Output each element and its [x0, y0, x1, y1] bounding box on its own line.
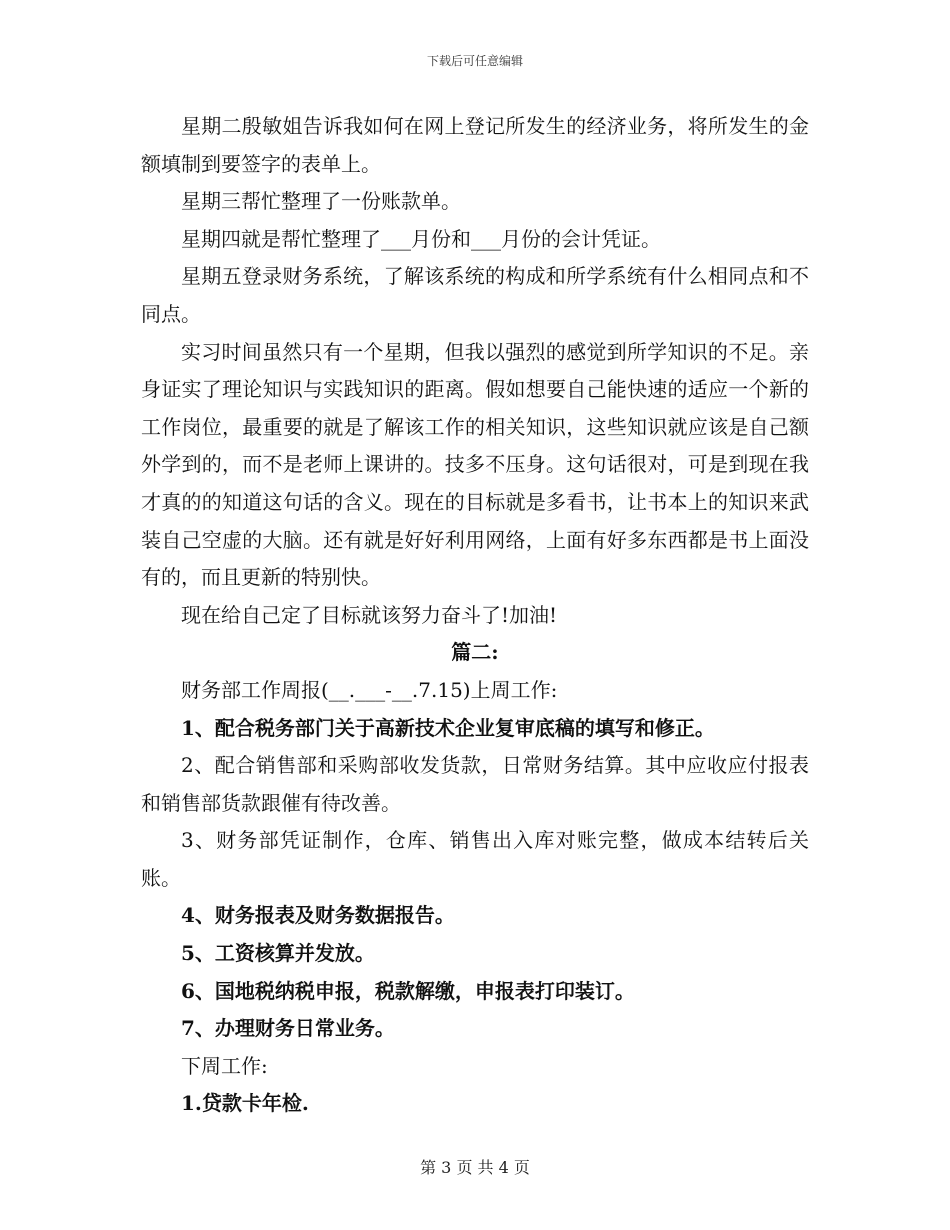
report-item: 1、配合税务部门关于高新技术企业复审底稿的填写和修正。 [181, 715, 715, 740]
paragraph: 星期五登录财务系统，了解该系统的构成和所学系统有什么相同点和不同点。 [141, 264, 809, 326]
paragraph: 星期四就是帮忙整理了___月份和___月份的会计凭证。 [181, 226, 661, 251]
page-header: 下载后可任意编辑 [426, 54, 523, 68]
report-item: 3、财务部凭证制作，仓库、销售出入库对账完整，做成本结转后关账。 [141, 828, 809, 890]
next-week-heading: 下周工作: [181, 1053, 268, 1078]
page-number: 第 3 页 共 4 页 [420, 1158, 530, 1177]
report-item: 4、财务报表及财务数据报告。 [181, 903, 455, 928]
paragraph: 星期二殷敏姐告诉我如何在网上登记所发生的经济业务，将所发生的金额填制到要签字的表单上。 [141, 114, 809, 176]
report-item: 7、办理财务日常业务。 [181, 1016, 395, 1041]
section-title: 篇二: [451, 640, 499, 665]
report-heading: 财务部工作周报(__.___-__.7.15)上周工作: [181, 677, 558, 702]
paragraph: 星期三帮忙整理了一份账款单。 [181, 189, 461, 214]
report-item: 5、工资核算并发放。 [181, 941, 375, 966]
paragraph: 现在给自己定了目标就该努力奋斗了!加油! [181, 602, 558, 627]
report-item: 6、国地税纳税申报，税款解缴，申报表打印装订。 [181, 978, 635, 1003]
document-body [141, 108, 809, 1123]
report-item: 2、配合销售部和采购部收发货款，日常财务结算。其中应收应付报表和销售部货款跟催有待改善。 [141, 753, 809, 815]
paragraph: 实习时间虽然只有一个星期，但我以强烈的感觉到所学知识的不足。亲身证实了理论知识与实践知识的距离。假如想要自己能快速的适应一个新的工作岗位，最重要的就是了解该工作的相关知识，这些知识就应该是自己额外学到的，而不是老师上课讲的。技多不压身。这句话很对，可是到现在我才真的的知道这句话的含义。现在的目标就是多看书，让书本上的知识来武装自己空虚的大脑。还有就是好好利用网络，上面有好多东西都是书上面没有的，而且更新的特别快。 [141, 339, 809, 590]
next-week-item: 1.贷款卡年检. [181, 1091, 309, 1116]
